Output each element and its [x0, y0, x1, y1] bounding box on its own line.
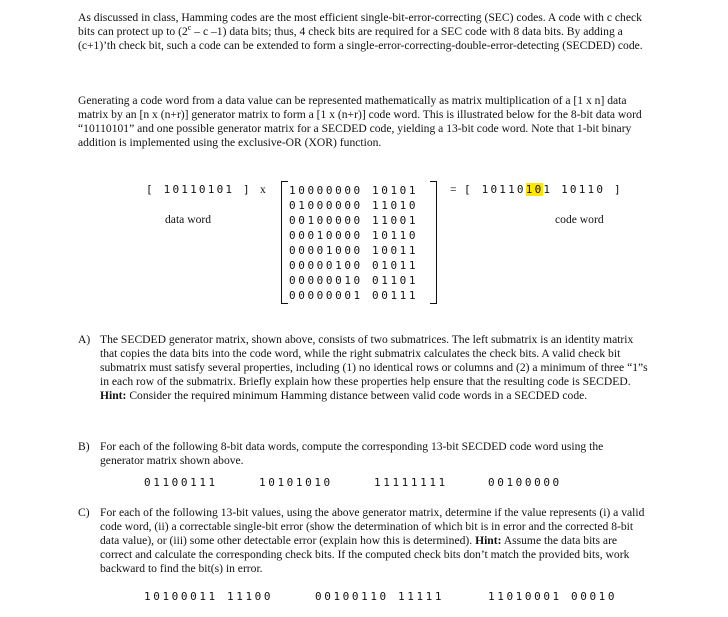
intro-paragraph-2: Generating a code word from a data value can be represented mathematically as matrix multiplication of a [1 x n] data matrix by an [n x (n+r)] generator matrix to form a [1 x (n+r)] code word. This is illustrated below for the 8-bit data word “10110101” and one possible generator matrix for a SECDED code, yielding a 13-bit code word. Note that 1-bit binary addition is implemented using the exclusive-OR (XOR) function. [78, 94, 642, 149]
code-word-label: code word [555, 213, 604, 226]
code-word-part-1: [ 10110 [464, 183, 526, 196]
question-a-hint-label: Hint: [100, 389, 127, 402]
matrix-row: 00000100 01011 [289, 259, 419, 272]
generator-matrix [289, 183, 418, 303]
data-word-matrix: [ 10110101 ] [146, 183, 252, 196]
question-a-letter: A) [78, 333, 91, 346]
matrix-row: 00000001 00111 [289, 289, 419, 302]
question-c-letter: C) [78, 506, 90, 519]
question-a-text-2: Consider the required minimum Hamming distance between valid code words in a SECDED code. [126, 389, 588, 402]
question-c-hint-label: Hint: [475, 534, 502, 547]
intro-p1-text-a: As discussed in class, Hamming codes are the most efficient single-bit-error-correcting (SEC) codes. A code with c check bits can protect up to (2 [78, 11, 642, 38]
question-c [78, 506, 648, 576]
matrix-row: 00000010 01101 [289, 274, 419, 287]
equals-symbol: = [450, 183, 457, 196]
data-word-item: 01100111 [144, 476, 218, 489]
code-value-item: 11010001 00010 [488, 590, 618, 603]
question-c-text-1: For each of the following 13-bit values, using the above generator matrix, determine if the value represents (i) a valid code word, (ii) a correctable single-bit error (show the determination of which bit is in error and the corrected 8-bit data value), or (iii) some other detectable error (explain how this is determined). [100, 506, 645, 547]
code-value-item: 00100110 11111 [315, 590, 445, 603]
question-b [78, 440, 648, 468]
matrix-left-bracket [281, 181, 288, 304]
intro-p1-superscript: c [187, 23, 192, 33]
data-word-item: 10101010 [259, 476, 333, 489]
matrix-row: 00100000 11001 [289, 214, 419, 227]
question-b-letter: B) [78, 440, 90, 453]
data-word-item: 00100000 [488, 476, 562, 489]
code-value-item: 10100011 11100 [144, 590, 274, 603]
code-word-result [464, 183, 623, 197]
question-a-text-1: The SECDED generator matrix, shown above, consists of two submatrices. The left submatrix is an identity matrix that copies the data bits into the code word, while the right submatrix calculates the check bits. A valid check bit submatrix must satisfy several properties, including (1) no identical rows or columns and (2) a minimum of three “1”s in each row of the submatrix. Briefly explain how these properties help ensure that the resulting code is SECDED. [100, 333, 648, 388]
code-word-highlight: 10 [525, 183, 544, 196]
matrix-row: 00010000 10110 [289, 229, 419, 242]
matrix-row: 01000000 11010 [289, 199, 419, 212]
code-word-part-2: 1 10110 ] [543, 183, 623, 196]
matrix-right-bracket [430, 181, 437, 304]
question-a [78, 333, 648, 403]
intro-p1-text-b: – c –1) data bits; thus, 4 check bits are required for a SEC code with 8 data bits. By adding a (c+1)’th check bit, such a code can be extended to form a single-error-correcting-double-error-detecting (SECDED) code. [78, 25, 643, 52]
times-symbol: x [260, 183, 266, 196]
data-word-label: data word [165, 213, 212, 226]
intro-paragraph-1 [78, 11, 648, 53]
question-c-text [100, 506, 648, 576]
question-a-text [100, 333, 648, 403]
matrix-row: 00001000 10011 [289, 244, 419, 257]
data-word-item: 11111111 [374, 476, 448, 489]
question-c-text-2: Assume the data bits are correct and calculate the corresponding check bits. If the computed check bits don’t match the provided bits, work backward to find the bit(s) in error. [100, 534, 630, 575]
matrix-row: 10000000 10101 [289, 184, 419, 197]
question-b-text: For each of the following 8-bit data words, compute the corresponding 13-bit SECDED code word using the generator matrix shown above. [100, 440, 604, 467]
